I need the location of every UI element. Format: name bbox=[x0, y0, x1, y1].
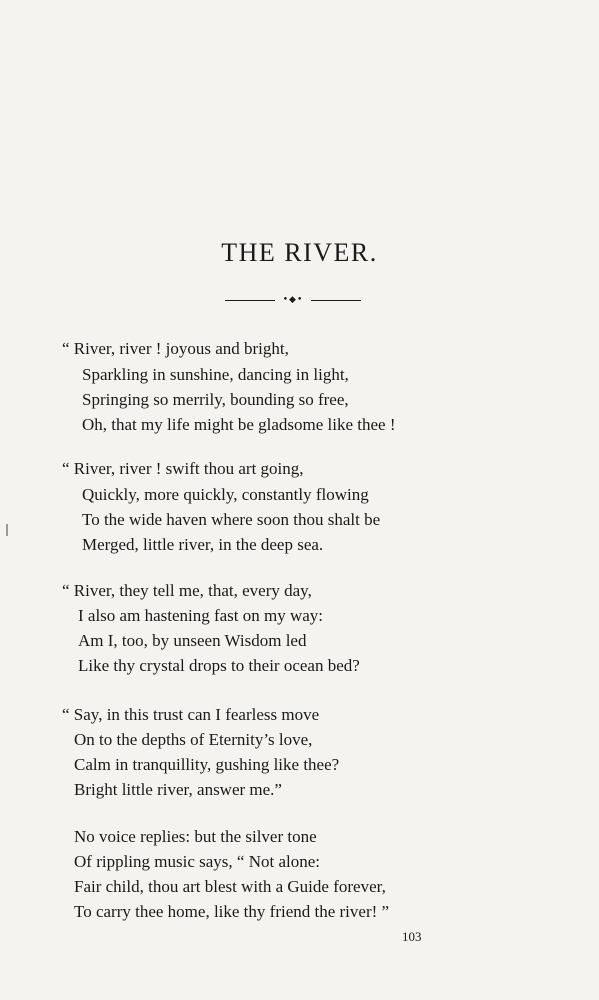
poem-title: THE RIVER. bbox=[221, 238, 378, 267]
margin-mark bbox=[6, 524, 8, 536]
poem-line: On to the depths of Eternity’s love, bbox=[74, 730, 313, 749]
poem-line: Calm in tranquillity, gushing like thee? bbox=[74, 755, 340, 774]
poem-line: Springing so merrily, bounding so free, bbox=[82, 390, 349, 409]
poem-line: Merged, little river, in the deep sea. bbox=[82, 535, 324, 554]
poem-line: Bright little river, answer me.” bbox=[74, 780, 282, 799]
poem-line: Am I, too, by unseen Wisdom led bbox=[78, 631, 307, 650]
poem-line: No voice replies: but the silver tone bbox=[74, 827, 317, 846]
title-ornament bbox=[225, 296, 361, 306]
poem-line: Oh, that my life might be gladsome like thee ! bbox=[82, 415, 396, 434]
poem-line: “ River, river ! swift thou art going, bbox=[62, 459, 304, 478]
ornament-rule-right bbox=[311, 300, 361, 301]
poem-line: To carry thee home, like thy friend the river! ” bbox=[74, 902, 390, 921]
ornament-rule-left bbox=[225, 300, 275, 301]
poem-line: Quickly, more quickly, constantly flowing bbox=[82, 485, 369, 504]
poem-line: “ Say, in this trust can I fearless move bbox=[62, 705, 320, 724]
poem-line: I also am hastening fast on my way: bbox=[78, 606, 324, 625]
page-number: 103 bbox=[402, 929, 422, 944]
poem-line: “ River, river ! joyous and bright, bbox=[62, 339, 289, 358]
poem-line: “ River, they tell me, that, every day, bbox=[62, 581, 312, 600]
poem-line: Like thy crystal drops to their ocean bed? bbox=[78, 656, 360, 675]
poem-line: Of rippling music says, “ Not alone: bbox=[74, 852, 320, 871]
ornament-dots: •◆• bbox=[282, 295, 304, 305]
poem-line: Sparkling in sunshine, dancing in light, bbox=[82, 365, 349, 384]
poem-line: To the wide haven where soon thou shalt be bbox=[82, 510, 381, 529]
poem-line: Fair child, thou art blest with a Guide forever, bbox=[74, 877, 386, 896]
